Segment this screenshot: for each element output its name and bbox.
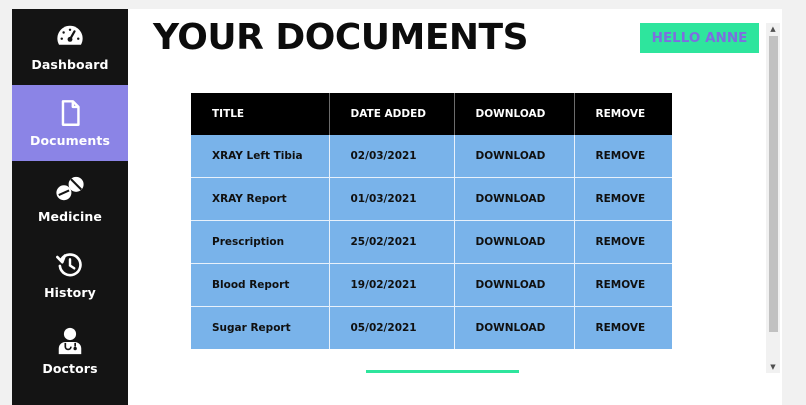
document-date: 25/02/2021 — [329, 221, 454, 264]
scrollbar-thumb[interactable] — [769, 36, 778, 332]
page-title: YOUR DOCUMENTS — [153, 17, 529, 58]
remove-link[interactable]: REMOVE — [574, 264, 672, 307]
accent-divider — [366, 370, 519, 373]
table-row — [191, 307, 672, 350]
document-date: 05/02/2021 — [329, 307, 454, 350]
download-link[interactable]: DOWNLOAD — [454, 264, 574, 307]
document-date: 19/02/2021 — [329, 264, 454, 307]
scroll-down-arrow-icon[interactable]: ▼ — [770, 363, 776, 371]
doctor-icon — [55, 326, 85, 356]
document-title: Blood Report — [191, 264, 329, 307]
remove-link[interactable]: REMOVE — [574, 221, 672, 264]
main-content — [128, 9, 782, 405]
dashboard-icon — [55, 22, 85, 52]
table-row — [191, 135, 672, 178]
remove-link[interactable]: REMOVE — [574, 178, 672, 221]
sidebar — [12, 9, 128, 405]
document-title: Prescription — [191, 221, 329, 264]
remove-link[interactable]: REMOVE — [574, 135, 672, 178]
download-link[interactable]: DOWNLOAD — [454, 221, 574, 264]
column-header-download: DOWNLOAD — [454, 93, 574, 135]
download-link[interactable]: DOWNLOAD — [454, 135, 574, 178]
document-title: XRAY Report — [191, 178, 329, 221]
sidebar-item-label: Medicine — [37, 209, 103, 224]
pills-icon — [55, 174, 85, 204]
scroll-up-arrow-icon[interactable]: ▲ — [770, 25, 776, 33]
document-icon — [55, 98, 85, 128]
document-title: XRAY Left Tibia — [191, 135, 329, 178]
table-row — [191, 221, 672, 264]
column-header-date-added: DATE ADDED — [329, 93, 454, 135]
column-header-title: TITLE — [191, 93, 329, 135]
document-date: 01/03/2021 — [329, 178, 454, 221]
document-date: 02/03/2021 — [329, 135, 454, 178]
sidebar-item-label: Doctors — [42, 361, 98, 376]
history-icon — [55, 250, 85, 280]
table-row — [191, 264, 672, 307]
sidebar-item-label: Documents — [30, 133, 110, 148]
download-link[interactable]: DOWNLOAD — [454, 178, 574, 221]
document-title: Sugar Report — [191, 307, 329, 350]
column-header-remove: REMOVE — [574, 93, 672, 135]
remove-link[interactable]: REMOVE — [574, 307, 672, 350]
scrollbar[interactable] — [766, 23, 780, 373]
greeting-badge: HELLO ANNE — [640, 23, 759, 53]
sidebar-item-dashboard[interactable] — [12, 9, 128, 85]
sidebar-item-label: Dashboard — [31, 57, 109, 72]
sidebar-item-documents[interactable] — [12, 85, 128, 161]
download-link[interactable]: DOWNLOAD — [454, 307, 574, 350]
sidebar-item-medicine[interactable] — [12, 161, 128, 237]
sidebar-item-history[interactable] — [12, 237, 128, 313]
sidebar-item-label: History — [44, 285, 96, 300]
sidebar-item-doctors[interactable] — [12, 313, 128, 389]
table-row — [191, 178, 672, 221]
table-header-row — [191, 93, 672, 135]
documents-table — [191, 93, 672, 349]
